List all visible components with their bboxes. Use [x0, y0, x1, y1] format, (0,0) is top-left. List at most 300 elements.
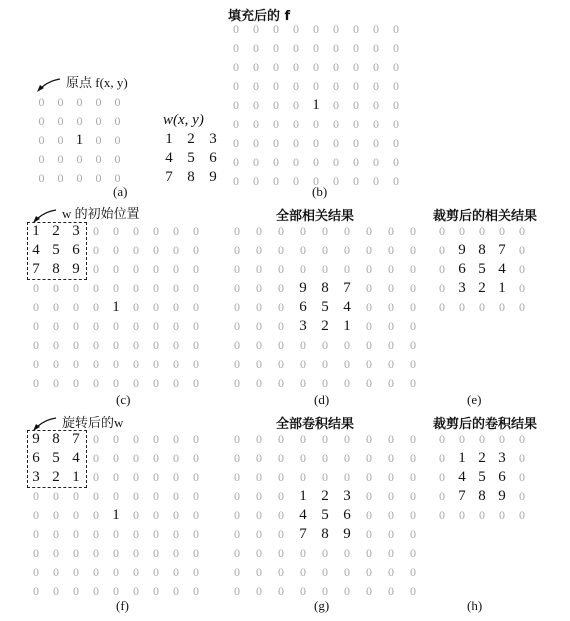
matrix-zero: 0	[366, 338, 372, 352]
matrix-zero: 0	[313, 22, 319, 36]
matrix-zero: 0	[253, 117, 259, 131]
matrix-zero: 0	[313, 174, 319, 188]
matrix-zero: 0	[57, 133, 64, 147]
matrix-zero: 0	[193, 376, 199, 390]
matrix-zero: 0	[273, 22, 279, 36]
matrix-zero: 0	[113, 432, 119, 446]
matrix-zero: 0	[439, 281, 445, 295]
matrix-zero: 0	[388, 546, 394, 560]
matrix-zero: 0	[73, 565, 79, 579]
matrix-value: 8	[321, 280, 329, 296]
matrix-value: 2	[321, 488, 329, 504]
matrix-zero: 0	[333, 136, 339, 150]
matrix-value: 9	[343, 526, 351, 542]
matrix-zero: 0	[410, 243, 416, 257]
matrix-zero: 0	[293, 117, 299, 131]
matrix-zero: 0	[173, 262, 179, 276]
matrix-zero: 0	[93, 584, 99, 598]
matrix-zero: 0	[113, 243, 119, 257]
matrix-value: 9	[72, 261, 80, 277]
matrix-zero: 0	[256, 432, 262, 446]
matrix-zero: 0	[439, 470, 445, 484]
matrix-zero: 0	[113, 319, 119, 333]
matrix-zero: 0	[57, 95, 64, 109]
matrix-zero: 0	[234, 432, 240, 446]
matrix-zero: 0	[313, 41, 319, 55]
matrix-value: 4	[299, 507, 307, 523]
matrix-zero: 0	[113, 224, 119, 238]
matrix-zero: 0	[373, 174, 379, 188]
matrix-zero: 0	[278, 338, 284, 352]
matrix-zero: 0	[233, 98, 239, 112]
matrix-zero: 0	[300, 357, 306, 371]
matrix-zero: 0	[256, 281, 262, 295]
matrix-zero: 0	[278, 376, 284, 390]
matrix-value: 5	[321, 507, 329, 523]
matrix-value: 4	[458, 469, 466, 485]
matrix-zero: 0	[234, 489, 240, 503]
matrix-zero: 0	[93, 262, 99, 276]
title-g: 全部卷积结果	[276, 417, 355, 432]
matrix-zero: 0	[519, 262, 525, 276]
matrix-zero: 0	[113, 451, 119, 465]
matrix-zero: 0	[322, 546, 328, 560]
matrix-zero: 0	[519, 508, 525, 522]
matrix-zero: 0	[388, 584, 394, 598]
matrix-zero: 0	[93, 376, 99, 390]
matrix-zero: 0	[410, 432, 416, 446]
matrix-zero: 0	[53, 281, 59, 295]
matrix-value: 2	[321, 318, 329, 334]
matrix-zero: 0	[322, 243, 328, 257]
matrix-zero: 0	[333, 60, 339, 74]
matrix-value: 7	[299, 526, 307, 542]
matrix-value: 1	[498, 280, 506, 296]
matrix-zero: 0	[388, 319, 394, 333]
matrix-zero: 0	[173, 432, 179, 446]
matrix-zero: 0	[95, 152, 102, 166]
matrix-zero: 0	[293, 22, 299, 36]
matrix-zero: 0	[133, 432, 139, 446]
caption-c: (c)	[116, 392, 131, 407]
matrix-zero: 0	[73, 546, 79, 560]
matrix-zero: 0	[278, 527, 284, 541]
matrix-value: 1	[299, 488, 307, 504]
matrix-zero: 0	[234, 546, 240, 560]
matrix-zero: 0	[366, 508, 372, 522]
matrix-zero: 0	[393, 79, 399, 93]
matrix-zero: 0	[234, 224, 240, 238]
matrix-value: 4	[498, 261, 506, 277]
w-matrix	[158, 130, 224, 187]
matrix-zero: 0	[256, 546, 262, 560]
matrix-zero: 0	[133, 451, 139, 465]
matrix-zero: 0	[278, 432, 284, 446]
matrix-zero: 0	[93, 243, 99, 257]
matrix-zero: 0	[173, 281, 179, 295]
matrix-zero: 0	[233, 155, 239, 169]
matrix-zero: 0	[278, 281, 284, 295]
matrix-value: 1	[343, 318, 351, 334]
matrix-zero: 0	[388, 451, 394, 465]
matrix-zero: 0	[133, 565, 139, 579]
matrix-zero: 0	[322, 451, 328, 465]
matrix-value: 3	[72, 223, 80, 239]
matrix-zero: 0	[38, 152, 45, 166]
matrix-zero: 0	[353, 79, 359, 93]
matrix-zero: 0	[393, 98, 399, 112]
matrix-zero: 0	[173, 376, 179, 390]
matrix-zero: 0	[53, 546, 59, 560]
matrix-zero: 0	[76, 95, 83, 109]
matrix-zero: 0	[153, 527, 159, 541]
matrix-zero: 0	[73, 300, 79, 314]
matrix-zero: 0	[114, 152, 121, 166]
matrix-zero: 0	[256, 565, 262, 579]
matrix-zero: 0	[256, 224, 262, 238]
matrix-zero: 0	[57, 171, 64, 185]
matrix-zero: 0	[293, 136, 299, 150]
matrix-zero: 0	[53, 338, 59, 352]
matrix-zero: 0	[344, 546, 350, 560]
matrix-zero: 0	[313, 117, 319, 131]
caption-g: (g)	[314, 598, 330, 613]
matrix-zero: 0	[278, 508, 284, 522]
matrix-zero: 0	[113, 489, 119, 503]
matrix-zero: 0	[76, 171, 83, 185]
matrix-value: 5	[52, 450, 60, 466]
matrix-zero: 0	[93, 546, 99, 560]
matrix-zero: 0	[53, 376, 59, 390]
matrix-zero: 0	[479, 300, 485, 314]
matrix-zero: 0	[410, 262, 416, 276]
matrix-zero: 0	[439, 243, 445, 257]
matrix-zero: 0	[300, 376, 306, 390]
matrix-zero: 0	[113, 584, 119, 598]
matrix-value: 7	[72, 431, 80, 447]
matrix-zero: 0	[38, 95, 45, 109]
matrix-zero: 0	[322, 565, 328, 579]
matrix-zero: 0	[133, 319, 139, 333]
w-dashed-box	[27, 222, 87, 280]
matrix-zero: 0	[113, 262, 119, 276]
matrix-zero: 0	[173, 470, 179, 484]
matrix-zero: 0	[273, 41, 279, 55]
matrix-zero: 0	[193, 357, 199, 371]
matrix-zero: 0	[388, 262, 394, 276]
matrix-zero: 0	[33, 546, 39, 560]
matrix-zero: 0	[410, 546, 416, 560]
matrix-zero: 0	[366, 243, 372, 257]
matrix-zero: 0	[333, 155, 339, 169]
matrix-zero: 0	[388, 376, 394, 390]
matrix-zero: 0	[519, 470, 525, 484]
w-cell: 2	[187, 131, 195, 147]
matrix-value: 8	[478, 488, 486, 504]
matrix-zero: 0	[113, 338, 119, 352]
matrix-zero: 0	[73, 489, 79, 503]
matrix-zero: 0	[410, 508, 416, 522]
matrix-zero: 0	[193, 451, 199, 465]
matrix-value: 6	[343, 507, 351, 523]
matrix-zero: 0	[253, 41, 259, 55]
matrix-zero: 0	[366, 489, 372, 503]
matrix-zero: 0	[256, 527, 262, 541]
matrix-zero: 0	[133, 300, 139, 314]
matrix-zero: 0	[256, 489, 262, 503]
matrix-zero: 0	[256, 470, 262, 484]
rotated-w-dashed-box	[27, 430, 87, 488]
matrix-zero: 0	[278, 489, 284, 503]
matrix-zero: 0	[322, 376, 328, 390]
matrix-zero: 0	[344, 470, 350, 484]
matrix-value: 2	[478, 280, 486, 296]
matrix-zero: 0	[366, 376, 372, 390]
matrix-zero: 0	[93, 224, 99, 238]
matrix-value: 1	[458, 450, 466, 466]
matrix-zero: 0	[273, 136, 279, 150]
matrix-zero: 0	[53, 584, 59, 598]
matrix-zero: 0	[519, 489, 525, 503]
matrix-zero: 0	[313, 60, 319, 74]
matrix-zero: 0	[57, 114, 64, 128]
title-d: 全部相关结果	[276, 209, 355, 224]
matrix-value: 4	[72, 450, 80, 466]
origin-label: 原点 f(x, y)	[66, 75, 128, 90]
matrix-zero: 0	[366, 451, 372, 465]
matrix-zero: 0	[173, 224, 179, 238]
matrix-zero: 0	[479, 508, 485, 522]
matrix-zero: 0	[293, 174, 299, 188]
matrix-zero: 0	[256, 243, 262, 257]
matrix-zero: 0	[459, 508, 465, 522]
matrix-zero: 0	[366, 319, 372, 333]
matrix-zero: 0	[234, 451, 240, 465]
w-cell: 5	[187, 150, 195, 166]
matrix-zero: 0	[344, 262, 350, 276]
matrix-zero: 0	[73, 508, 79, 522]
matrix-zero: 0	[519, 300, 525, 314]
matrix-zero: 0	[373, 155, 379, 169]
matrix-zero: 0	[33, 565, 39, 579]
caption-h: (h)	[467, 598, 483, 613]
matrix-zero: 0	[333, 117, 339, 131]
grid-b	[226, 20, 406, 191]
matrix-zero: 0	[33, 376, 39, 390]
matrix-value: 3	[343, 488, 351, 504]
matrix-zero: 0	[253, 155, 259, 169]
matrix-zero: 0	[344, 357, 350, 371]
matrix-zero: 0	[193, 300, 199, 314]
matrix-zero: 0	[133, 527, 139, 541]
matrix-zero: 0	[256, 584, 262, 598]
matrix-zero: 0	[233, 60, 239, 74]
matrix-zero: 0	[439, 489, 445, 503]
matrix-zero: 0	[322, 338, 328, 352]
matrix-zero: 0	[193, 243, 199, 257]
matrix-zero: 0	[388, 338, 394, 352]
matrix-zero: 0	[256, 451, 262, 465]
matrix-value: 2	[52, 469, 60, 485]
matrix-zero: 0	[113, 357, 119, 371]
matrix-zero: 0	[519, 432, 525, 446]
matrix-zero: 0	[459, 432, 465, 446]
matrix-zero: 0	[373, 60, 379, 74]
matrix-zero: 0	[366, 432, 372, 446]
matrix-zero: 0	[353, 174, 359, 188]
matrix-zero: 0	[273, 174, 279, 188]
matrix-zero: 0	[234, 565, 240, 579]
matrix-zero: 0	[173, 300, 179, 314]
matrix-zero: 0	[256, 376, 262, 390]
matrix-zero: 0	[439, 432, 445, 446]
matrix-zero: 0	[153, 565, 159, 579]
matrix-zero: 0	[388, 281, 394, 295]
matrix-zero: 0	[193, 584, 199, 598]
matrix-zero: 0	[253, 60, 259, 74]
matrix-zero: 0	[93, 508, 99, 522]
matrix-zero: 0	[193, 319, 199, 333]
matrix-zero: 0	[499, 224, 505, 238]
matrix-value: 9	[458, 242, 466, 258]
matrix-value: 1	[112, 507, 120, 523]
matrix-zero: 0	[133, 546, 139, 560]
matrix-zero: 0	[114, 133, 121, 147]
matrix-zero: 0	[353, 22, 359, 36]
matrix-zero: 0	[93, 489, 99, 503]
matrix-value: 5	[478, 469, 486, 485]
matrix-value: 8	[478, 242, 486, 258]
matrix-zero: 0	[253, 98, 259, 112]
matrix-zero: 0	[133, 262, 139, 276]
matrix-value: 9	[498, 488, 506, 504]
matrix-zero: 0	[193, 470, 199, 484]
matrix-zero: 0	[233, 117, 239, 131]
matrix-zero: 0	[33, 319, 39, 333]
matrix-zero: 0	[388, 224, 394, 238]
matrix-zero: 0	[366, 584, 372, 598]
matrix-zero: 0	[113, 527, 119, 541]
matrix-zero: 0	[300, 584, 306, 598]
matrix-zero: 0	[113, 546, 119, 560]
matrix-zero: 0	[344, 243, 350, 257]
matrix-zero: 0	[93, 338, 99, 352]
matrix-zero: 0	[439, 300, 445, 314]
matrix-zero: 0	[133, 508, 139, 522]
matrix-zero: 0	[278, 319, 284, 333]
matrix-zero: 0	[234, 470, 240, 484]
matrix-value: 1	[112, 299, 120, 315]
w-cell: 8	[187, 169, 195, 185]
matrix-value: 8	[52, 431, 60, 447]
matrix-zero: 0	[76, 114, 83, 128]
matrix-zero: 0	[366, 281, 372, 295]
matrix-zero: 0	[273, 79, 279, 93]
matrix-zero: 0	[153, 376, 159, 390]
matrix-zero: 0	[273, 98, 279, 112]
matrix-zero: 0	[519, 451, 525, 465]
matrix-zero: 0	[333, 79, 339, 93]
matrix-zero: 0	[499, 432, 505, 446]
matrix-zero: 0	[153, 281, 159, 295]
matrix-zero: 0	[234, 243, 240, 257]
matrix-zero: 0	[256, 262, 262, 276]
matrix-zero: 0	[439, 262, 445, 276]
matrix-zero: 0	[273, 60, 279, 74]
matrix-zero: 0	[93, 565, 99, 579]
matrix-zero: 0	[173, 527, 179, 541]
matrix-zero: 0	[234, 584, 240, 598]
matrix-zero: 0	[33, 508, 39, 522]
matrix-zero: 0	[479, 224, 485, 238]
matrix-zero: 0	[33, 338, 39, 352]
matrix-zero: 0	[353, 41, 359, 55]
matrix-zero: 0	[233, 41, 239, 55]
matrix-zero: 0	[153, 357, 159, 371]
matrix-zero: 0	[519, 224, 525, 238]
matrix-zero: 0	[133, 470, 139, 484]
matrix-zero: 0	[373, 117, 379, 131]
matrix-zero: 0	[33, 584, 39, 598]
matrix-value: 3	[32, 469, 40, 485]
matrix-zero: 0	[133, 224, 139, 238]
matrix-zero: 0	[353, 60, 359, 74]
title-h: 裁剪后的卷积结果	[433, 417, 538, 432]
matrix-zero: 0	[193, 527, 199, 541]
matrix-value: 8	[52, 261, 60, 277]
matrix-zero: 0	[133, 584, 139, 598]
matrix-zero: 0	[234, 262, 240, 276]
matrix-value: 1	[312, 97, 320, 113]
matrix-zero: 0	[388, 508, 394, 522]
matrix-zero: 0	[459, 300, 465, 314]
matrix-value: 4	[32, 242, 40, 258]
matrix-zero: 0	[93, 451, 99, 465]
matrix-value: 3	[498, 450, 506, 466]
matrix-zero: 0	[293, 155, 299, 169]
matrix-zero: 0	[253, 136, 259, 150]
matrix-zero: 0	[133, 357, 139, 371]
matrix-zero: 0	[278, 262, 284, 276]
matrix-value: 6	[498, 469, 506, 485]
matrix-zero: 0	[410, 319, 416, 333]
matrix-value: 7	[498, 242, 506, 258]
matrix-zero: 0	[373, 136, 379, 150]
w-cell: 9	[209, 169, 217, 185]
matrix-zero: 0	[373, 79, 379, 93]
matrix-zero: 0	[499, 508, 505, 522]
matrix-zero: 0	[300, 224, 306, 238]
matrix-zero: 0	[300, 470, 306, 484]
grid-d	[226, 222, 424, 393]
matrix-zero: 0	[173, 338, 179, 352]
matrix-zero: 0	[173, 451, 179, 465]
w-cell: 6	[209, 150, 217, 166]
matrix-zero: 0	[366, 262, 372, 276]
matrix-value: 6	[72, 242, 80, 258]
matrix-zero: 0	[113, 281, 119, 295]
matrix-zero: 0	[73, 338, 79, 352]
matrix-zero: 0	[234, 281, 240, 295]
matrix-zero: 0	[300, 565, 306, 579]
matrix-zero: 0	[353, 98, 359, 112]
matrix-zero: 0	[393, 41, 399, 55]
w-cell: 1	[165, 131, 173, 147]
matrix-zero: 0	[293, 41, 299, 55]
matrix-zero: 0	[33, 527, 39, 541]
matrix-zero: 0	[313, 79, 319, 93]
matrix-value: 3	[299, 318, 307, 334]
